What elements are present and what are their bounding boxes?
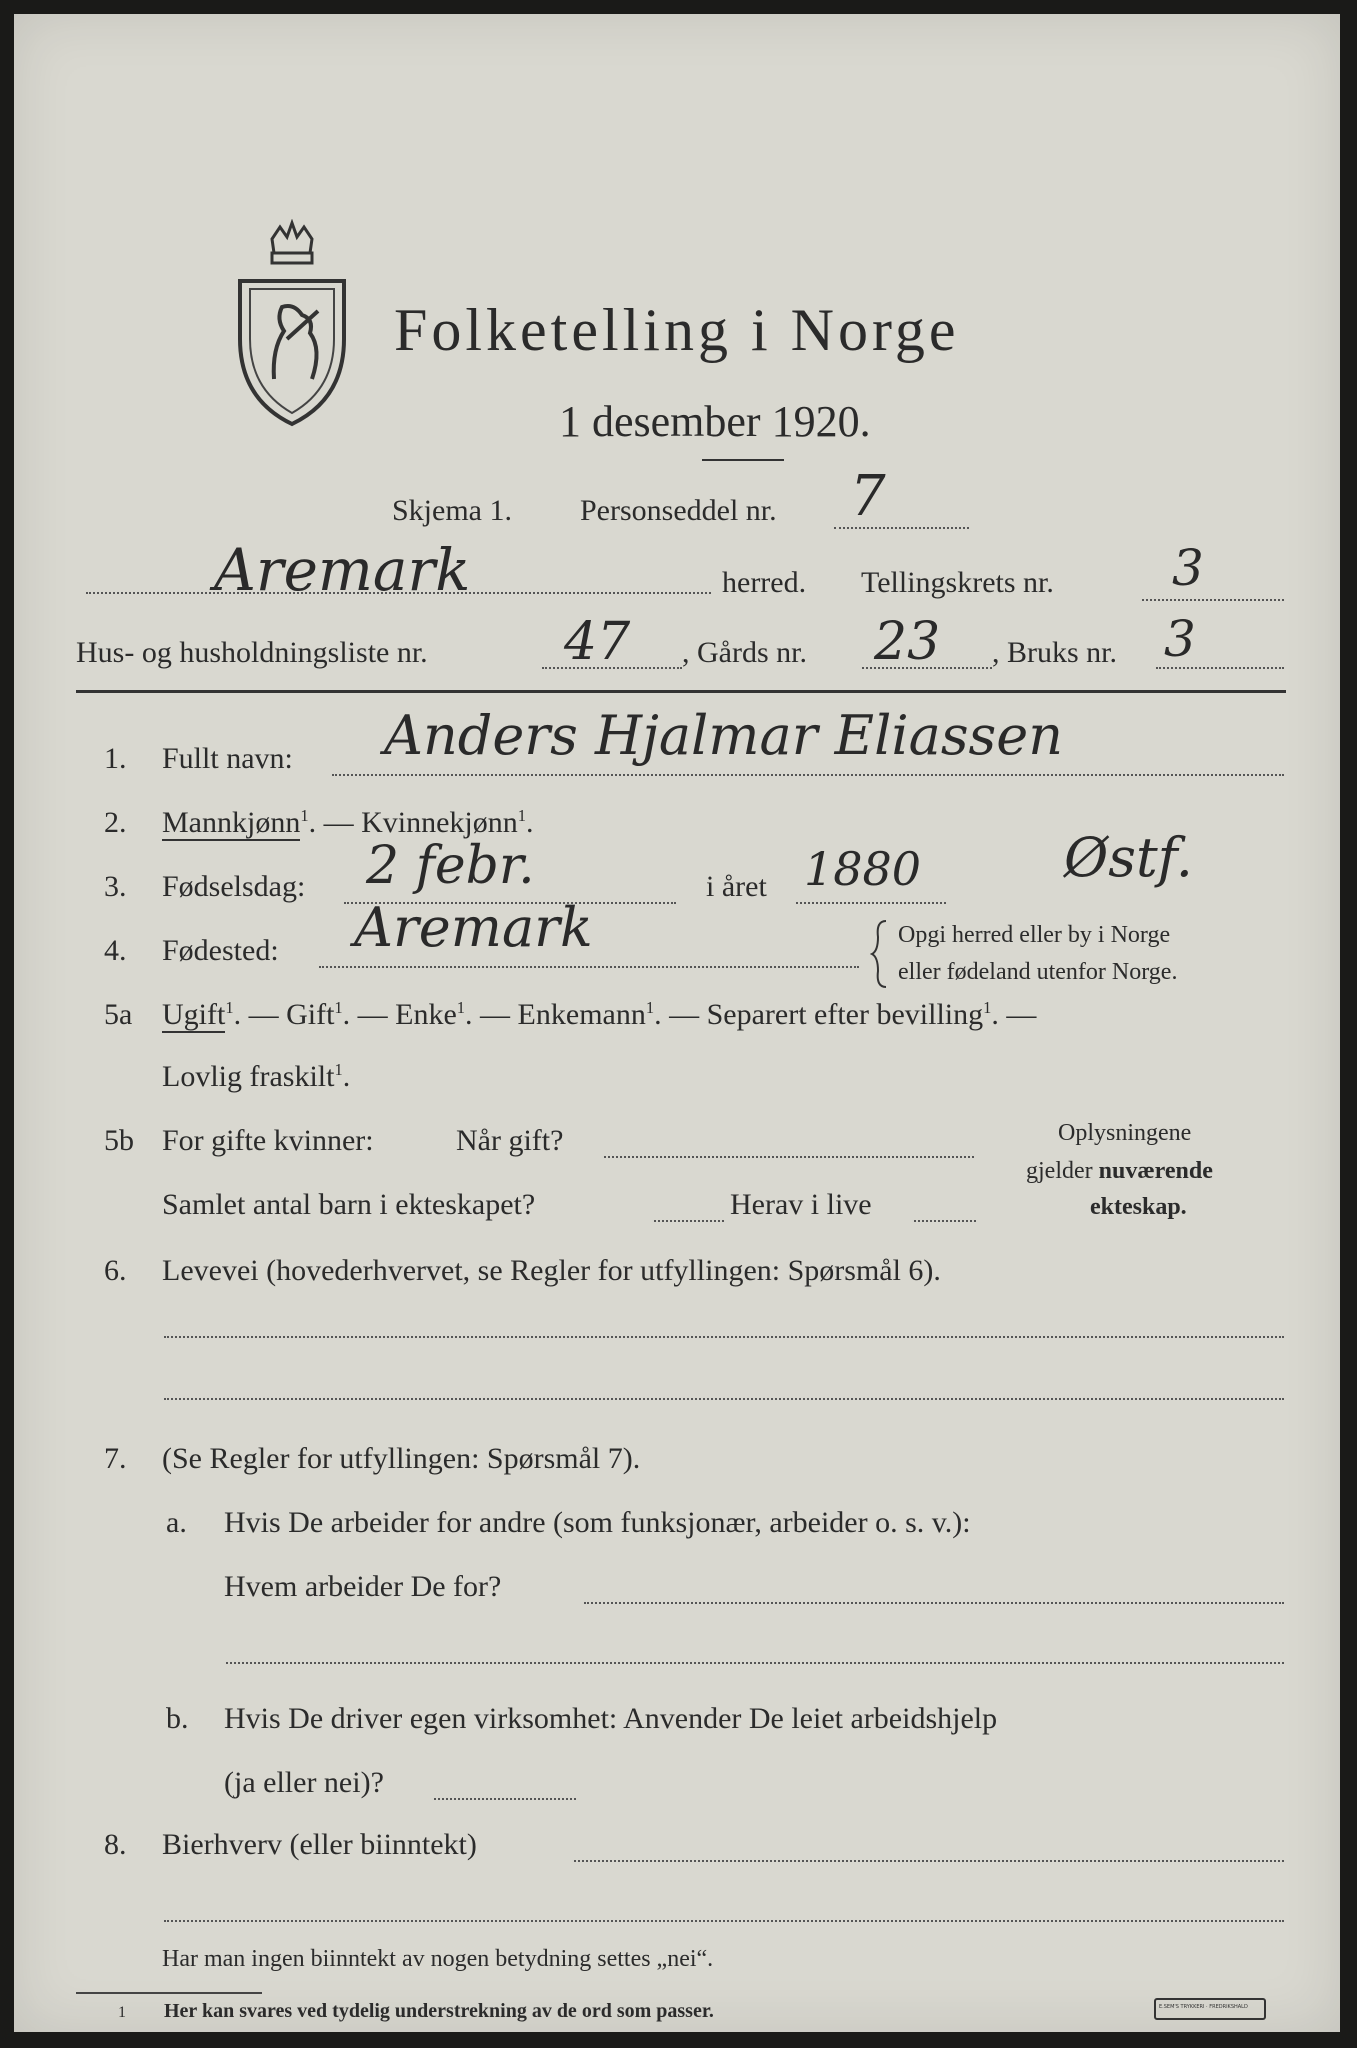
q5b-naar: Når gift? — [456, 1124, 564, 1157]
q5b-label: For gifte kvinner: — [162, 1124, 374, 1157]
coat-of-arms-icon — [232, 219, 352, 434]
q2-female: Kvinnekjønn — [361, 806, 518, 839]
schema-label: Skjema 1. — [392, 494, 512, 527]
q5a-options: Ugift$^1$. — Gift$^1$. — Enke$^1$. — Enkemann$^1$. — Separert efter bevilling$^1$. — — [162, 998, 1037, 1031]
footnote-ref: 1 — [225, 998, 234, 1017]
q8-line1 — [574, 1860, 1284, 1862]
footnote-ref: 1 — [517, 806, 526, 825]
q5a-gift: Gift — [286, 998, 335, 1031]
q5b-naar-line — [604, 1156, 974, 1158]
q3-year-label: i året — [706, 870, 767, 903]
header-divider — [76, 690, 1286, 693]
q3-number: 3. — [104, 870, 127, 903]
q5a-enke: Enke — [395, 998, 457, 1031]
q6-number: 6. — [104, 1254, 127, 1287]
q5b-note2a: gjelder — [1026, 1158, 1093, 1184]
footnote-ref: 1 — [456, 998, 466, 1017]
q1-value: Anders Hjalmar Eliassen — [384, 704, 1063, 767]
q5b-note3: ekteskap. — [1090, 1194, 1187, 1220]
q3-label: Fødselsdag: — [162, 870, 306, 903]
q3-day-value: 2 febr. — [366, 836, 535, 896]
herred-label: herred. — [722, 566, 807, 599]
footnote-ref: 1 — [983, 998, 992, 1017]
q2-male: Mannkjønn — [162, 806, 301, 839]
q5b-samlet: Samlet antal barn i ekteskapet? — [162, 1188, 536, 1221]
q1-number: 1. — [104, 742, 127, 775]
q1-line — [332, 774, 1284, 776]
q5b-samlet-line — [654, 1220, 724, 1222]
printer-stamp-text: E.SEM'S TRYKKERI · FREDRIKSHALD — [1159, 2004, 1248, 2010]
q5b-note2 — [1026, 1158, 1213, 1185]
q7b-question: (ja eller nei)? — [224, 1766, 384, 1799]
q2-number: 2. — [104, 806, 127, 839]
tellingskrets-label: Tellingskrets nr. — [861, 566, 1054, 599]
hus-label: Hus- og husholdningsliste nr. — [76, 636, 428, 669]
footnote-ref: 1 — [300, 806, 309, 825]
q5b-herav: Herav i live — [730, 1188, 872, 1221]
q6-line2 — [164, 1398, 1284, 1400]
q7-number: 7. — [104, 1442, 127, 1475]
footnote-ref: 1 — [334, 998, 343, 1017]
tellingskrets-value: 3 — [1172, 539, 1204, 597]
q4-margin-note: Østf. — [1064, 826, 1193, 889]
q6-line1 — [164, 1336, 1284, 1338]
title-divider — [702, 459, 784, 461]
gards-label: , Gårds nr. — [682, 636, 807, 669]
bruks-label: , Bruks nr. — [992, 636, 1118, 669]
footnote-divider — [76, 1992, 262, 1994]
bruks-value: 3 — [1164, 610, 1196, 668]
q4-label: Fødested: — [162, 934, 279, 967]
q7a-line1 — [584, 1602, 1284, 1604]
q4-note-line2: eller fødeland utenfor Norge. — [898, 959, 1178, 985]
q4-note-line1: Opgi herred eller by i Norge — [898, 922, 1171, 948]
q7-label: (Se Regler for utfyllingen: Spørsmål 7). — [162, 1442, 641, 1475]
q2-end: . — [525, 806, 534, 839]
footnote-text: Her kan svares ved tydelig understrekning av de ord som passer. — [164, 2000, 714, 2022]
q5a-fraskilt: Lovlig fraskilt — [162, 1060, 335, 1093]
q5a-ugift: Ugift — [162, 998, 226, 1031]
personseddel-value: 7 — [850, 464, 886, 529]
q4-value: Aremark — [354, 896, 593, 959]
q7b-number: b. — [166, 1702, 189, 1735]
q5a-line2: Lovlig fraskilt$^1$. — [162, 1060, 351, 1093]
q7a-number: a. — [166, 1506, 187, 1539]
q5b-herav-line — [914, 1220, 976, 1222]
tellingskrets-line — [1142, 599, 1284, 601]
q7a-text: Hvis De arbeider for andre (som funksjonær, arbeider o. s. v.): — [224, 1506, 971, 1539]
q5a-number: 5a — [104, 998, 133, 1031]
census-date: 1 desember 1920. — [559, 397, 871, 446]
q7b-line — [434, 1798, 576, 1800]
q8-label: Bierhverv (eller biinntekt) — [162, 1828, 477, 1861]
q8-line2 — [164, 1920, 1284, 1922]
q6-label: Levevei (hovederhvervet, se Regler for utfyllingen: Spørsmål 6). — [162, 1254, 941, 1287]
q2-options — [162, 806, 533, 840]
footnote-mark: 1 — [118, 2004, 126, 2021]
q8-note: Har man ingen biinntekt av nogen betydning settes „nei“. — [162, 1946, 714, 1972]
q5b-note1: Oplysningene — [1058, 1120, 1192, 1146]
q3-year-line — [796, 902, 946, 904]
personseddel-label: Personseddel nr. — [580, 494, 777, 527]
gards-value: 23 — [874, 612, 941, 672]
q1-label: Fullt navn: — [162, 742, 293, 775]
q7b-text: Hvis De driver egen virksomhet: Anvender De leiet arbeidshjelp — [224, 1702, 998, 1735]
q4-number: 4. — [104, 934, 127, 967]
footnote-ref: 1 — [645, 998, 655, 1017]
q5a-enkemann: Enkemann — [517, 998, 646, 1031]
brace-icon — [870, 919, 890, 989]
q3-year-value: 1880 — [804, 842, 922, 896]
hus-value: 47 — [564, 612, 631, 672]
q2-separator: . — — [308, 806, 362, 839]
form-title: Folketelling i Norge — [394, 297, 960, 363]
q8-number: 8. — [104, 1828, 127, 1861]
q5b-number: 5b — [104, 1124, 134, 1157]
q7a-question: Hvem arbeider De for? — [224, 1570, 502, 1603]
q5a-separert: Separert efter bevilling — [706, 998, 984, 1031]
herred-value: Aremark — [214, 536, 471, 604]
footnote-ref: 1 — [334, 1060, 343, 1079]
printer-stamp — [1154, 1998, 1266, 2020]
q4-line — [319, 966, 859, 968]
q5b-note2b: nuværende — [1098, 1158, 1213, 1184]
q7a-line2 — [226, 1662, 1284, 1664]
census-form — [14, 14, 1340, 2032]
